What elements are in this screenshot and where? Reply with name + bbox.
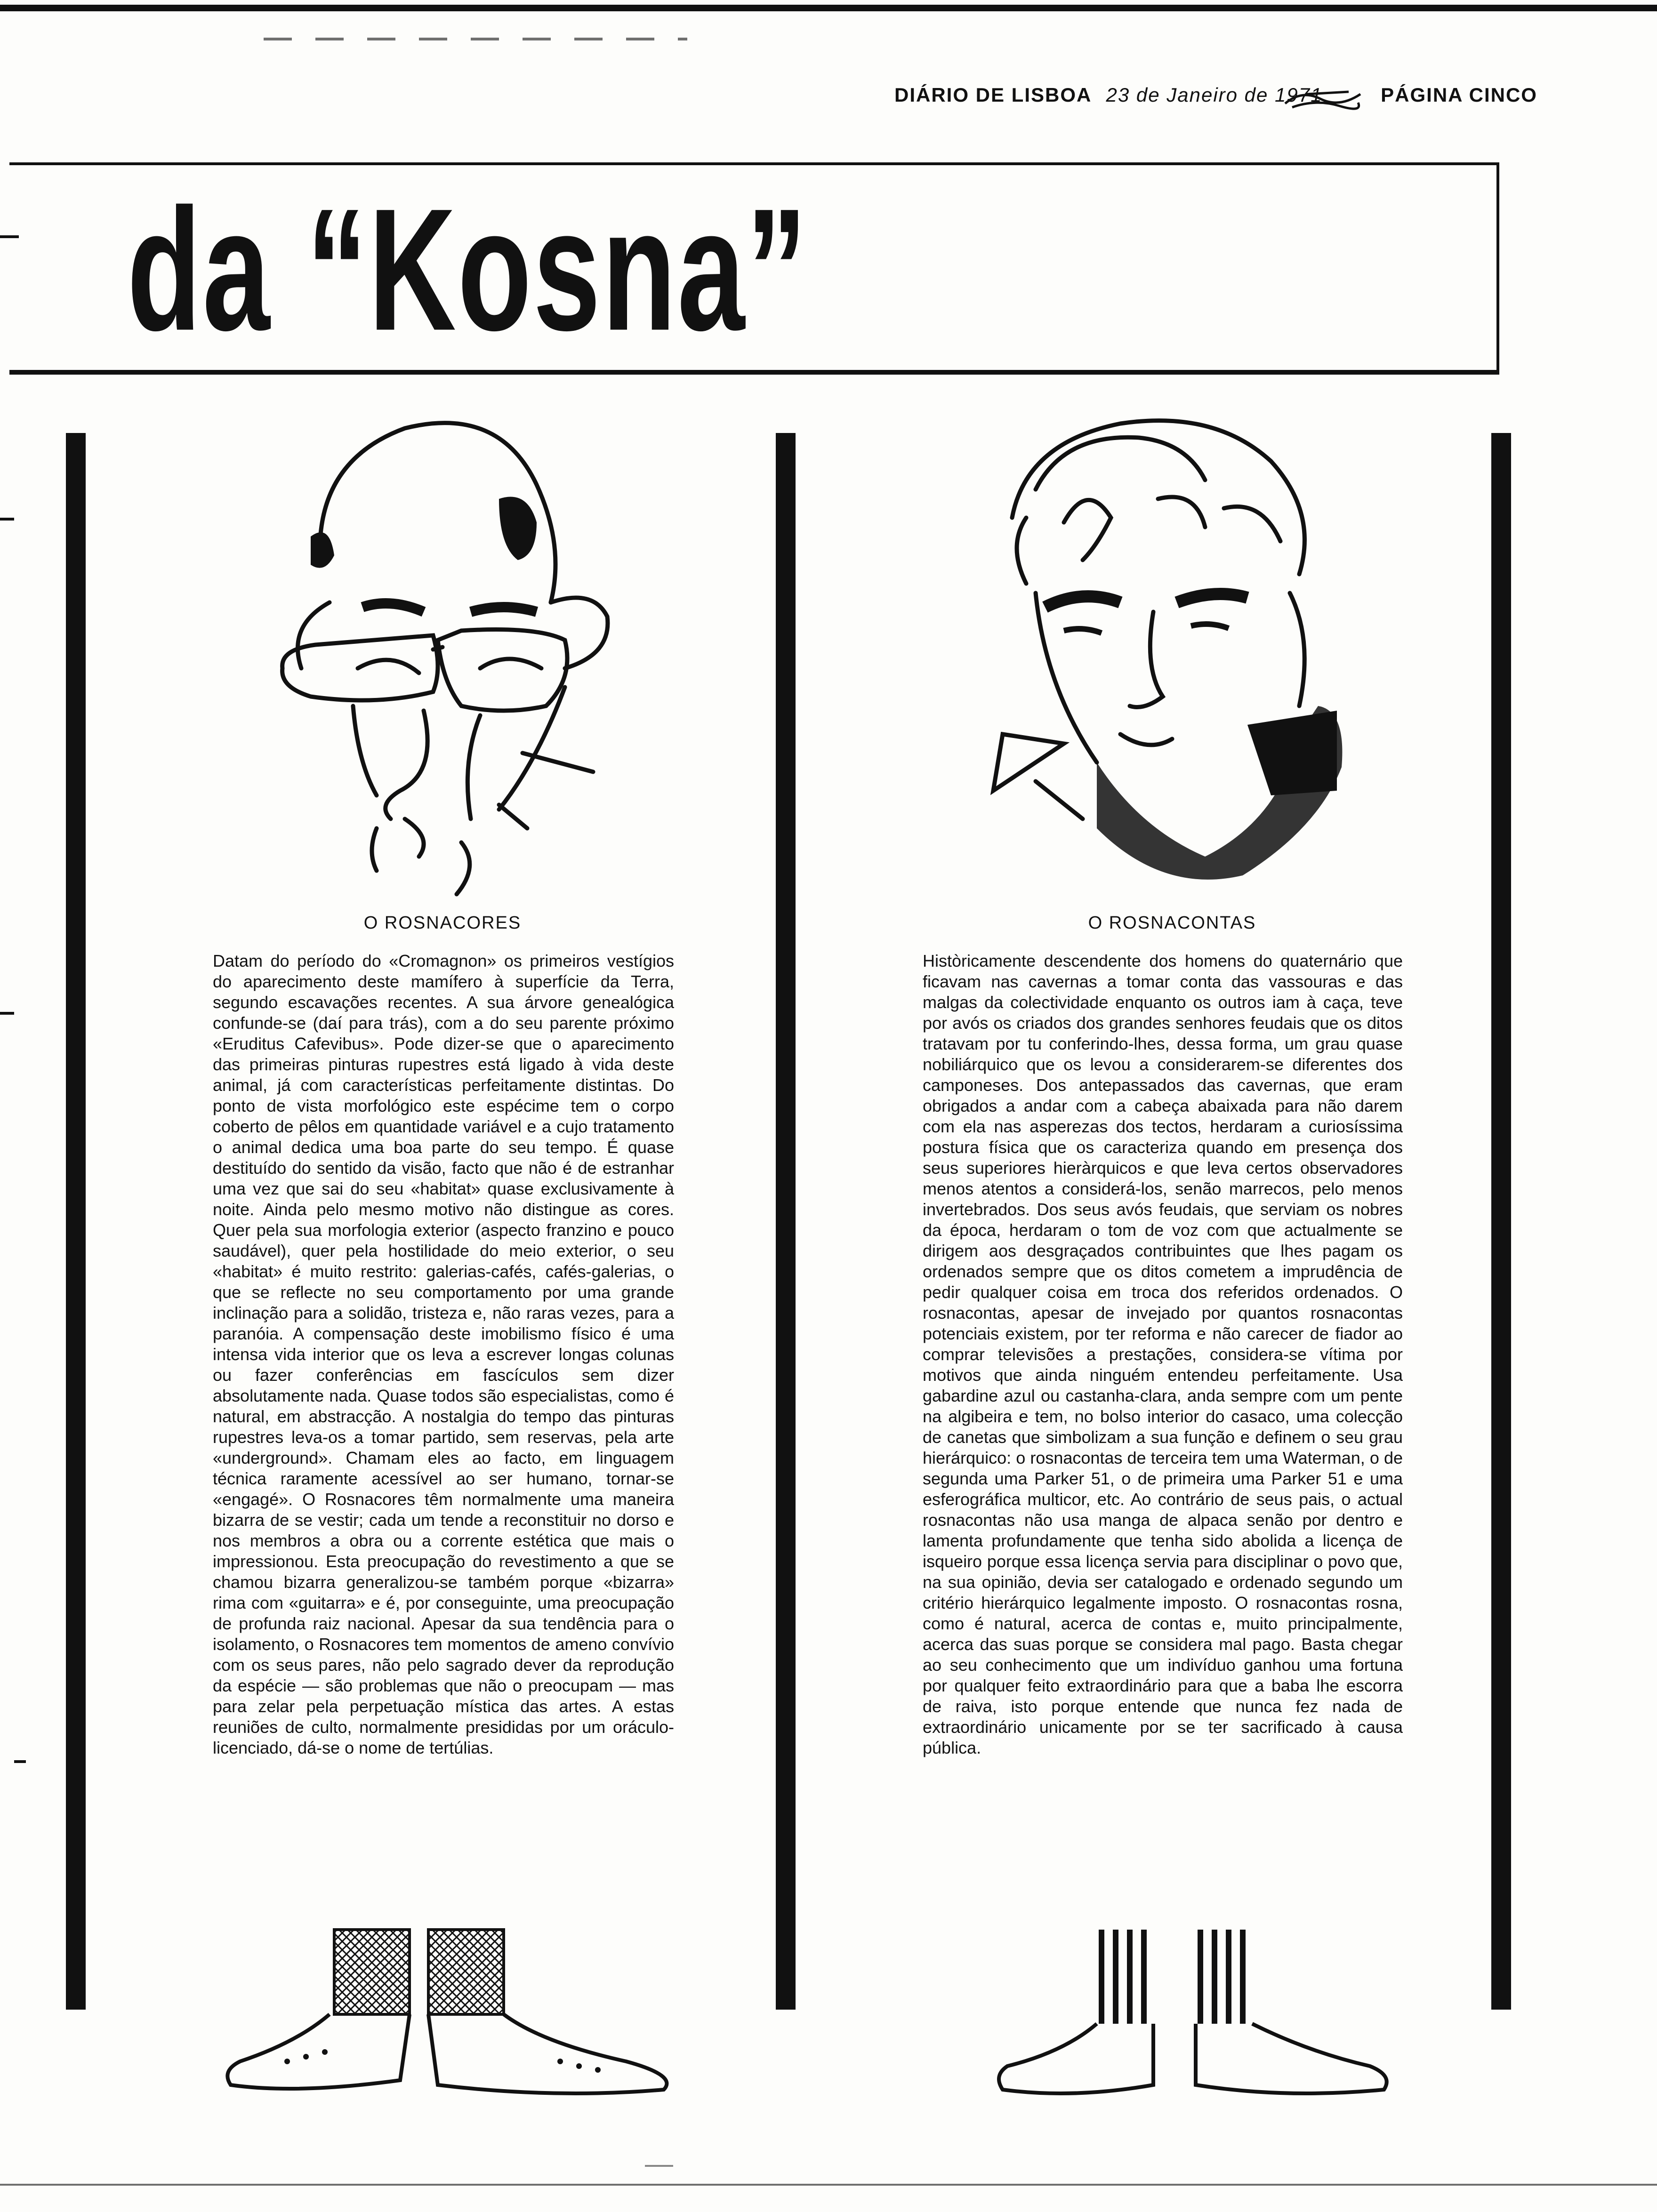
margin-mark [0, 518, 14, 521]
publication-date: 23 de Janeiro de 1971 [1106, 84, 1323, 106]
page-header [894, 84, 1537, 106]
column-bar-left [66, 433, 86, 2010]
print-speck [645, 2165, 673, 2167]
page-label: PÁGINA CINCO [1381, 84, 1537, 106]
page-title: da “Kosna” [127, 172, 809, 367]
margin-mark [0, 235, 19, 238]
margin-mark [0, 1012, 14, 1015]
rosnacontas-caricature [941, 405, 1346, 913]
column-bar-middle [776, 433, 796, 2010]
ink-scribble-icon [1283, 85, 1363, 113]
margin-mark [14, 1760, 26, 1763]
column-bar-right [1491, 433, 1511, 2010]
bottom-rule [0, 2184, 1657, 2186]
rosnacores-caricature [235, 405, 631, 904]
caption-rosnacores: O ROSNACORES [363, 913, 522, 933]
article-rosnacontas: Històricamente descendente dos homens do quaternário que ficavam nas cavernas a tomar conta das vassouras e das malgas da colectividade enquanto os outros iam à caça, teve por avós os criados dos grandes senhores feudais que os ditos tratavam por tu conferindo-lhes, dessa forma, um grau quase nobiliárquico que os levou a considerarem-se diferentes dos camponeses. Dos antepassados das cavernas, que eram obrigados a andar com a cabeça abaixada para não darem com ela nas asperezas dos tectos, herdaram a curiosíssima postura física que os caracteriza quando em presença dos seus superiores hieràrquicos e que leva certos observadores menos atentos a considerá-los, senão marrecos, pelo menos invertebrados. Dos seus avós feudais, que serviam os nobres da época, herdaram o tom de voz com que actualmente se dirigem aos desgraçados contribuintes que lhes pagam os ordenados sempre que os ditos cometem a imprudência de pedir qualquer coisa em troca dos referidos ordenados. O rosnacontas, apesar de invejado por quantos rosnacontas potenciais existem, por ter reforma e não carecer de fiador ao comprar televisões a prestações, considera-se vítima por motivos que ainda ninguém entendeu perfeitamente. Usa gabardine azul ou castanha-clara, anda sempre com um pente na algibeira e tem, no bolso interior do casaco, uma colecção de canetas que simbolizam a sua função e definem o seu grau hierárquico: o rosnacontas de terceira tem uma Waterman, o de segunda uma Parker 51, o de primeira uma Parker 51 e uma esferográfica multicor, etc. Ao contrário de seus pais, o actual rosnacontas não usa manga de alpaca senão por dentro e lamenta profundamente que tenha sido abolida a licença de isqueiro porque essa licença servia para disciplinar o povo que, na sua opinião, devia ser catalogado e ordenado segundo um critério hierárquico legalmente imposto. O rosnacontas rosna, como é natural, acerca de contas e, muito principalmente, acerca das suas porque se considera mal pago. Basta chegar ao seu conhecimento que um indivíduo ganhou uma fortuna por qualquer feito extraordinário para que a baba lhe escorra de raiva, isto porque entende que nunca fez nada de extraordinário unicamente por se ter sacrificado à causa pública. [923, 951, 1403, 1757]
rosnacores-feet-drawing [202, 1920, 701, 2127]
rosnacontas-feet-drawing [979, 1920, 1412, 2127]
publication-name: DIÁRIO DE LISBOA [894, 84, 1091, 106]
torn-edge-dashes [264, 38, 687, 40]
top-rule [0, 5, 1657, 11]
caption-rosnacontas: O ROSNACONTAS [1088, 913, 1256, 933]
article-rosnacores: Datam do período do «Cromagnon» os primeiros vestígios do aparecimento deste mamífero à superfície da Terra, segundo escavações recentes. A sua árvore genealógica confunde-se (daí para trás), com a do seu parente próximo «Eruditus Cafevibus». Pode dizer-se que o aparecimento das primeiras pinturas rupestres está ligado à vida deste animal, já com características perfeitamente distintas. Do ponto de vista morfológico este espécime tem o corpo coberto de pêlos em quantidade variável e a cujo tratamento o animal dedica uma boa parte do seu tempo. É quase destituído do sentido da visão, facto que não é de estranhar uma vez que sai do seu «habitat» quase exclusivamente à noite. Ainda pelo mesmo motivo não distingue as cores. Quer pela sua morfologia exterior (aspecto franzino e pouco saudável), quer pela hostilidade do meio exterior, o seu «habitat» é muito restrito: galerias-cafés, cafés-galerias, o que se reflecte no seu comportamento por uma grande inclinação para a solidão, tristeza e, não raras vezes, para a paranóia. A compensação deste imobilismo físico é uma intensa vida interior que os leva a escrever longas colunas ou fazer conferências em fascículos sem dizer absolutamente nada. Quase todos são especialistas, como é natural, em abstracção. A nostalgia do tempo das pinturas rupestres leva-os a tomar partido, sem reservas, pela arte «underground». Chamam eles ao facto, em linguagem técnica raramente acessível ao ser humano, tornar-se «engagé». O Rosnacores têm normalmente uma maneira bizarra de se vestir; cada um tende a reconstituir no dorso e nos membros a obra ou a corrente estética que mais o impressionou. Esta preocupação do revestimento a que se chamou bizarra generalizou-se também porque «bizarra» rima com «guitarra» e é, por conseguinte, uma preocupação de profunda raiz nacional. Apesar da sua tendência para o isolamento, o Rosnacores tem momentos de ameno convívio com os seus pares, não pelo sagrado dever da reprodução da espécie — são problemas que não o preocupam — mas para zelar pela perpetuação mística das artes. A estas reuniões de culto, normalmente presididas por um oráculo-licenciado, dá-se o nome de tertúlias. [213, 951, 674, 1757]
